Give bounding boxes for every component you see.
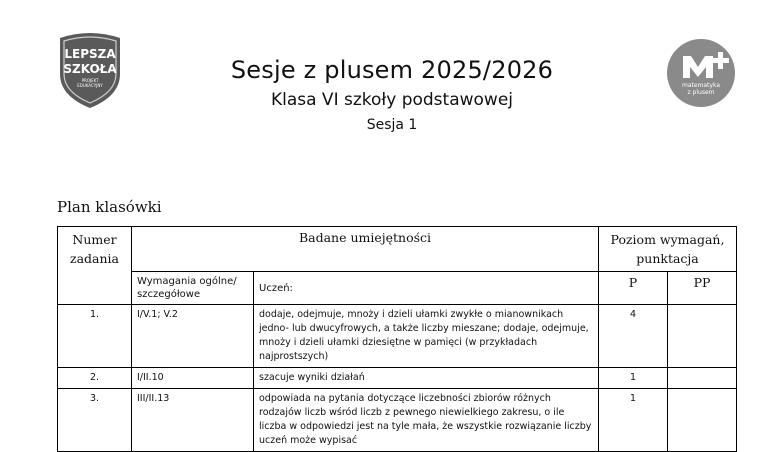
cell-pp [668,368,737,389]
cell-description: szacuje wyniki działań [254,368,599,389]
cell-pp [668,389,737,452]
subheader-p: P [599,272,668,305]
cell-description: odpowiada na pytania dotyczące liczebności zbiorów różnych rodzajów liczb wśród liczb z pewnego niewielkiego zakresu, o ile liczba w odpowiedzi jest na tyle mała, że wszystkie rozwiązanie liczby uczeń może wypisać [254,389,599,452]
cell-pp [668,305,737,368]
column-header-level: Poziom wymagań, punktacja [599,227,737,272]
table-row [58,305,737,368]
logo-left-small1: PROJEKT [81,78,99,83]
logo-left-line2: SZKOŁA [63,62,117,76]
logo-right-small1: matematyka [681,82,721,89]
cell-p: 1 [599,368,668,389]
cell-number: 2. [58,368,132,389]
session-label: Sesja 1 [366,117,418,133]
logo-left-line1: LEPSZA [64,47,116,61]
cell-requirements: I/V.1; V.2 [132,305,254,368]
subheader-pp: PP [668,272,737,305]
page-title: Sesje z plusem 2025/2026 [230,56,554,84]
subheader-requirements: Wymagania ogólne/ szczegółowe [132,272,254,305]
subheader-student: Uczeń: [254,272,599,305]
column-header-number: Numer zadania [58,227,132,305]
cell-number: 1. [58,305,132,368]
plan-table [57,226,737,452]
cell-p: 1 [599,389,668,452]
column-header-skills: Badane umiejętności [132,227,599,272]
page-subtitle: Klasa VI szkoły podstawowej [270,90,514,110]
cell-description: dodaje, odejmuje, mnoży i dzieli ułamki zwykłe o mianownikach jedno- lub dwucyfrowych, a także liczby mieszane; dodaje, odejmuje, mnoży i dzieli ułamki dziesiętne w pamięci (w przykładach najprostszych) [254,305,599,368]
cell-number: 3. [58,389,132,452]
cell-requirements: I/II.10 [132,368,254,389]
cell-p: 4 [599,305,668,368]
section-title: Plan klasówki [57,198,162,216]
cell-requirements: III/II.13 [132,389,254,452]
table-row [58,389,737,452]
logo-right-small2: z plusem [687,89,715,96]
table-row [58,368,737,389]
logo-left-small2: EDUKACYJNY [77,83,103,88]
